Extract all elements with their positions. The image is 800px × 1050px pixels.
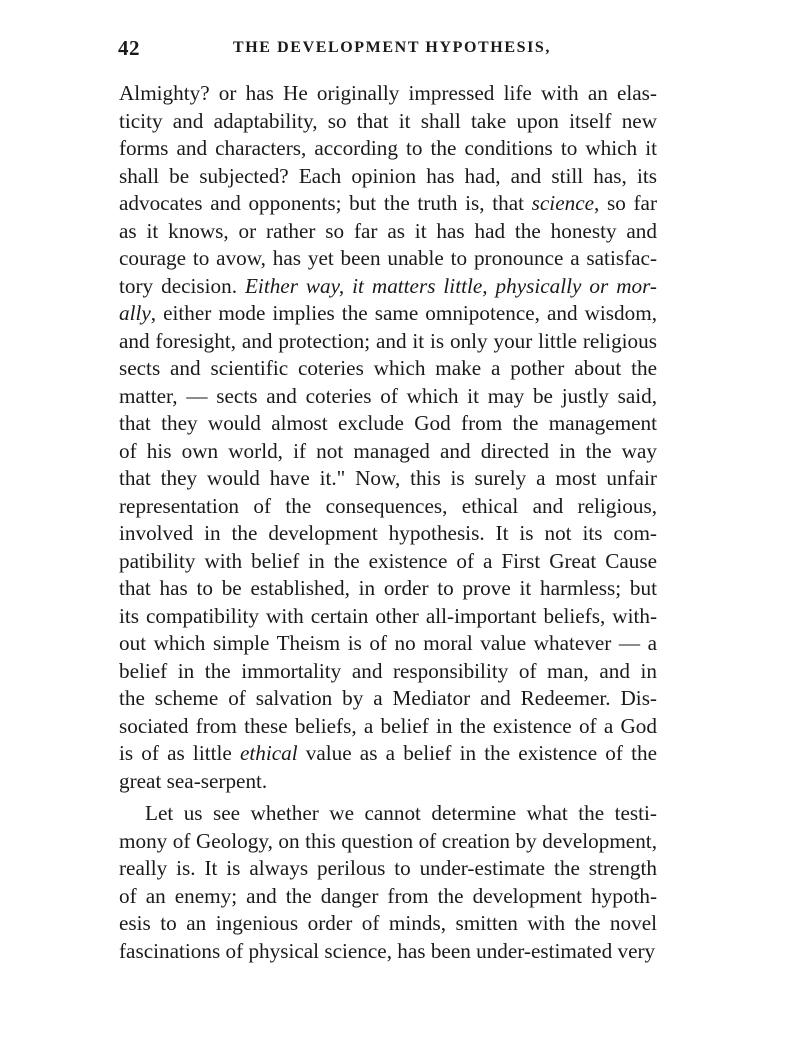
text-line [119,910,657,938]
text-run: of an enemy; and the danger from the development hypoth- [119,883,657,908]
text-run: , so far [594,191,657,215]
text-line [119,800,657,828]
text-line [119,768,657,796]
text-line [119,135,657,163]
page-header [118,36,666,62]
text-run: courage to avow, has yet been unable to pronounce a satisfac- [119,246,657,270]
text-line [119,520,657,548]
text-line [119,685,657,713]
text-line [119,273,657,301]
text-run: fascinations of physical science, has been under-estimated very [119,938,656,963]
text-line [119,80,657,108]
italic-text: ally [119,301,151,325]
text-run: shall be subjected? Each opinion has had, and still has, its [119,163,657,188]
text-line [119,938,657,966]
text-line [119,245,657,273]
text-line [119,658,657,686]
text-run: great sea-serpent. [119,768,268,793]
text-run: the scheme of salvation by a Mediator and Redeemer. Dis- [119,686,657,710]
text-line [119,383,657,411]
text-run: Almighty? or has He originally impressed life with an elas- [119,81,657,105]
text-line [119,575,657,603]
text-run: is of as little [119,741,240,765]
italic-text: science [531,191,594,215]
text-run: ticity and adaptability, so that it shall take upon itself new [119,108,657,133]
text-run: that they would have it." Now, this is surely a most unfair [119,466,657,490]
text-run: advocates and opponents; but the truth is, that [119,191,532,215]
text-run: its compatibility with certain other all-important beliefs, with- [119,603,657,628]
text-run: , either mode implies the same omnipotence, and wisdom, [150,301,657,325]
text-line [119,465,657,493]
page-number: 42 [118,36,140,60]
text-run: really is. It is always perilous to under-estimate the strength [119,856,657,880]
italic-text: ethical [239,741,298,765]
text-run: that they would almost exclude God from the management [119,411,657,435]
text-run: belief in the immortality and responsibility of man, and in [119,658,657,683]
text-run: and foresight, and protection; and it is only your little religious [119,328,657,353]
body-text [119,80,657,965]
paragraph [119,80,657,795]
running-title: THE DEVELOPMENT HYPOTHESIS, [232,39,552,56]
text-line [119,493,657,521]
text-run: sects and scientific coteries which make a pother about the [119,356,657,380]
text-run: forms and characters, according to the conditions to which it [119,136,657,160]
text-line [119,218,657,246]
text-line [119,163,657,191]
text-line [119,108,657,136]
text-line [119,300,657,328]
text-run: representation of the consequences, ethical and religious, [119,493,657,518]
text-line [119,828,657,856]
text-run: out which simple Theism is of no moral value whatever — a [119,631,657,655]
paragraph [119,800,657,965]
text-run: as it knows, or rather so far as it has had the honesty and [119,218,657,243]
text-line [119,548,657,576]
italic-text: Either way, it matters little, physically or mor- [244,273,657,298]
text-run: matter, — sects and coteries of which it may be justly said, [119,383,657,408]
text-run: that has to be established, in order to prove it harmless; but [119,576,657,600]
text-run: sociated from these beliefs, a belief in the existence of a God [119,713,657,738]
text-line [119,855,657,883]
text-line [119,438,657,466]
text-line [119,190,657,218]
text-run: tory decision. [119,273,245,298]
text-line [119,630,657,658]
text-line [119,355,657,383]
text-line [119,883,657,911]
text-line [119,740,657,768]
text-run: of his own world, if not managed and directed in the way [119,438,657,463]
text-line [119,410,657,438]
text-run: value as a belief in the existence of the [297,741,657,765]
text-line [119,603,657,631]
text-run: Let us see whether we cannot determine what the testi- [145,801,657,825]
text-run: mony of Geology, on this question of creation by development, [119,828,657,853]
text-run: esis to an ingenious order of minds, smitten with the novel [119,911,657,935]
text-run: patibility with belief in the existence of a First Great Cause [119,548,657,573]
text-line [119,713,657,741]
text-line [119,328,657,356]
text-run: involved in the development hypothesis. It is not its com- [119,521,657,545]
